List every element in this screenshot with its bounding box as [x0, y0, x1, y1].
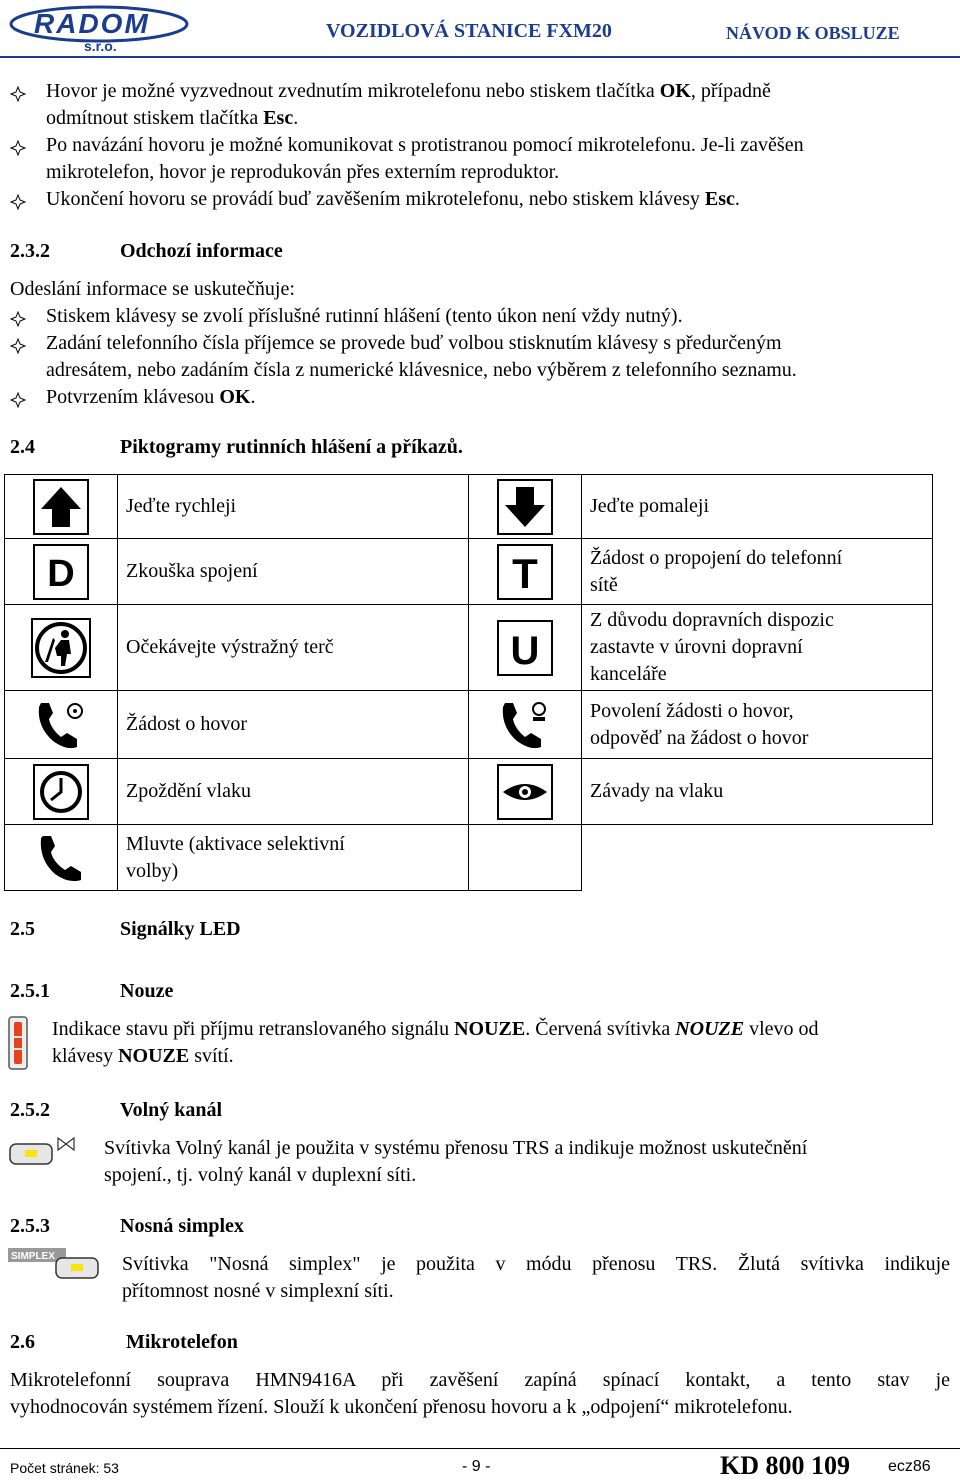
text-fragment: NOUZE [118, 1045, 190, 1067]
table-cell [469, 691, 582, 759]
bullet-text: Po navázání hovoru je možné komunikovat s protistranou pomocí mikrotelefonu. Je-li zavěšen [46, 134, 804, 156]
text-fragment: vlevo od [744, 1018, 819, 1040]
bullet-icon [10, 86, 26, 102]
phone-permission-icon [497, 697, 553, 753]
paragraph: Svítivka "Nosná simplex" je použita v módu přenosu TRS. Žlutá svítivka indikuje [122, 1253, 950, 1275]
section-title: Odchozí informace [120, 240, 283, 262]
bullet-icon [10, 392, 26, 408]
footer-page-count: Počet stránek: 53 [10, 1460, 119, 1476]
table-row [5, 759, 933, 825]
table-cell [469, 475, 582, 539]
text-fragment: OK [219, 386, 251, 408]
bullet-text: adresátem, nebo zadáním čísla z numerické klávesnice, nebo výběrem z telefonního seznamu. [46, 359, 797, 381]
phone-request-icon [33, 697, 89, 753]
arrow-down-icon [497, 479, 553, 535]
logo-text: RADOM [34, 8, 150, 39]
pictogram-label: Z důvodu dopravních dispozic [590, 609, 834, 631]
text-fragment: odmítnout stiskem tlačítka [46, 107, 264, 129]
table-cell [582, 691, 933, 759]
pictogram-label: Žádost o hovor [126, 713, 248, 735]
letter-u-icon [497, 620, 553, 676]
table-cell [582, 539, 933, 605]
table-cell [118, 691, 469, 759]
bullet-text: Zadání telefonního čísla příjemce se provede buď volbou stisknutím klávesy s předurčeným [46, 332, 782, 354]
text-fragment: klávesy [52, 1045, 119, 1067]
pictogram-label: Jeďte pomaleji [590, 495, 710, 517]
text-fragment: . [250, 386, 256, 408]
section-number: 2.5.2 [10, 1099, 50, 1121]
pictogram-table [4, 474, 933, 891]
footer-code: ecz86 [888, 1458, 931, 1475]
table-cell [5, 475, 118, 539]
table-cell [118, 759, 469, 825]
footer-doc-number: KD 800 109 [720, 1451, 850, 1480]
table-cell [582, 475, 933, 539]
text-fragment: , případně [690, 80, 771, 102]
simplex-label: SIMPLEX [11, 1251, 55, 1262]
table-cell [469, 539, 582, 605]
table-cell [5, 691, 118, 759]
paragraph [52, 1043, 234, 1070]
text-fragment: Potvrzením klávesou [46, 386, 220, 408]
pictogram-label: Zpoždění vlaku [126, 780, 251, 802]
pictogram-label: Očekávejte výstražný terč [126, 636, 334, 658]
text-fragment: Hovor je možné vyzvednout zvednutím mikrotelefonu nebo stiskem tlačítka [46, 80, 660, 102]
table-cell [5, 825, 118, 891]
bullet-icon [10, 140, 26, 156]
table-row [5, 605, 933, 691]
bullet-icon [10, 338, 26, 354]
text-fragment: NOUZE [454, 1018, 526, 1040]
pictogram-label: odpověď na žádost o hovor [590, 726, 809, 749]
table-cell [118, 605, 469, 691]
text-fragment: . [734, 188, 740, 210]
table-cell [118, 539, 469, 605]
table-row [5, 475, 933, 539]
pictogram-label: Žádost o propojení do telefonní [590, 546, 843, 569]
arrow-up-icon [33, 479, 89, 535]
free-channel-led-icon [8, 1134, 78, 1168]
text-fragment: OK [659, 80, 691, 102]
table-cell [118, 825, 469, 891]
phone-speak-icon [33, 830, 89, 886]
text-fragment: . Červená svítivka [525, 1018, 676, 1040]
bullet-icon [10, 311, 26, 327]
bullet-icon [10, 194, 26, 210]
section-title: Nosná simplex [120, 1215, 244, 1237]
table-cell [469, 605, 582, 691]
letter-d-icon [33, 544, 89, 600]
section-number: 2.4 [10, 436, 35, 458]
table-cell [5, 605, 118, 691]
section-title: Mikrotelefon [126, 1331, 238, 1353]
pictogram-label: Závady na vlaku [590, 780, 724, 802]
paragraph: vyhodnocován systémem řízení. Slouží k ukončení přenosu hovoru a k „odpojení“ mikrotelefonu. [10, 1396, 793, 1418]
text-fragment: Indikace stavu při příjmu retranslovaného signálu [52, 1018, 455, 1040]
section-number: 2.5.3 [10, 1215, 50, 1237]
table-cell [582, 605, 933, 691]
table-cell [5, 539, 118, 605]
pictogram-label: kanceláře [590, 663, 667, 685]
company-logo [6, 4, 192, 54]
section-number: 2.5.1 [10, 980, 50, 1002]
eye-icon [497, 764, 553, 820]
footer-page-number: - 9 - [462, 1458, 491, 1475]
text-fragment: Esc [704, 188, 735, 210]
header-manual: NÁVOD K OBSLUZE [726, 23, 900, 43]
paragraph: Odeslání informace se uskutečňuje: [10, 278, 295, 300]
bullet-text [46, 384, 255, 411]
icon-letter: D [47, 552, 75, 595]
header-rule [0, 56, 960, 58]
pictogram-label: Jeďte rychleji [126, 495, 237, 517]
table-row [5, 691, 933, 759]
section-number: 2.5 [10, 918, 35, 940]
logo-sub: s.r.o. [84, 38, 117, 54]
paragraph [52, 1016, 819, 1043]
table-cell [582, 825, 933, 891]
section-title: Volný kanál [120, 1099, 223, 1121]
paragraph: spojení., tj. volný kanál v duplexní síti. [104, 1164, 417, 1186]
footer-rule [0, 1448, 960, 1449]
table-row [5, 825, 933, 891]
pictogram-label: Povolení žádosti o hovor, [590, 699, 794, 722]
icon-letter: T [512, 549, 538, 597]
pictogram-label: Mluvte (aktivace selektivní [126, 832, 345, 855]
table-cell [5, 759, 118, 825]
paragraph: Svítivka Volný kanál je použita v systému přenosu TRS a indikuje možnost uskutečnění [104, 1137, 808, 1159]
pictogram-label: Zkouška spojení [126, 560, 258, 582]
pictogram-label: zastavte v úrovni dopravní [590, 636, 803, 658]
text-fragment: svítí. [189, 1045, 234, 1067]
bullet-text [46, 186, 740, 213]
paragraph: Mikrotelefonní souprava HMN9416A při zavěšení zapíná spínací kontakt, a tento stav je [10, 1369, 950, 1391]
section-title: Piktogramy rutinních hlášení a příkazů. [120, 436, 463, 458]
bullet-text: mikrotelefon, hovor je reprodukován přes externím reproduktor. [46, 161, 560, 183]
letter-t-icon [497, 544, 553, 600]
text-fragment: Esc [263, 107, 294, 129]
table-row [5, 539, 933, 605]
section-number: 2.6 [10, 1331, 35, 1353]
text-fragment: NOUZE [675, 1018, 745, 1040]
clock-icon [33, 764, 89, 820]
section-number: 2.3.2 [10, 240, 50, 262]
bullet-text: Stiskem klávesy se zvolí příslušné rutinní hlášení (tento úkon není vždy nutný). [46, 305, 683, 327]
simplex-led-icon [8, 1248, 100, 1282]
table-cell [469, 825, 582, 891]
icon-letter: U [510, 628, 540, 673]
section-title: Nouze [120, 980, 174, 1002]
bullet-text [46, 78, 771, 105]
table-cell [118, 475, 469, 539]
table-cell [582, 759, 933, 825]
red-led-icon [8, 1016, 28, 1070]
pictogram-label: sítě [590, 573, 618, 596]
section-title: Signálky LED [120, 918, 241, 940]
bullet-text [46, 105, 298, 132]
paragraph: přítomnost nosné v simplexní síti. [122, 1280, 394, 1302]
table-cell [469, 759, 582, 825]
pictogram-label: volby) [126, 859, 179, 882]
warning-target-icon [31, 618, 91, 678]
text-fragment: . [293, 107, 299, 129]
header-title: VOZIDLOVÁ STANICE FXM20 [326, 20, 612, 42]
text-fragment: Ukončení hovoru se provádí buď zavěšením mikrotelefonu, nebo stiskem klávesy [46, 188, 705, 210]
